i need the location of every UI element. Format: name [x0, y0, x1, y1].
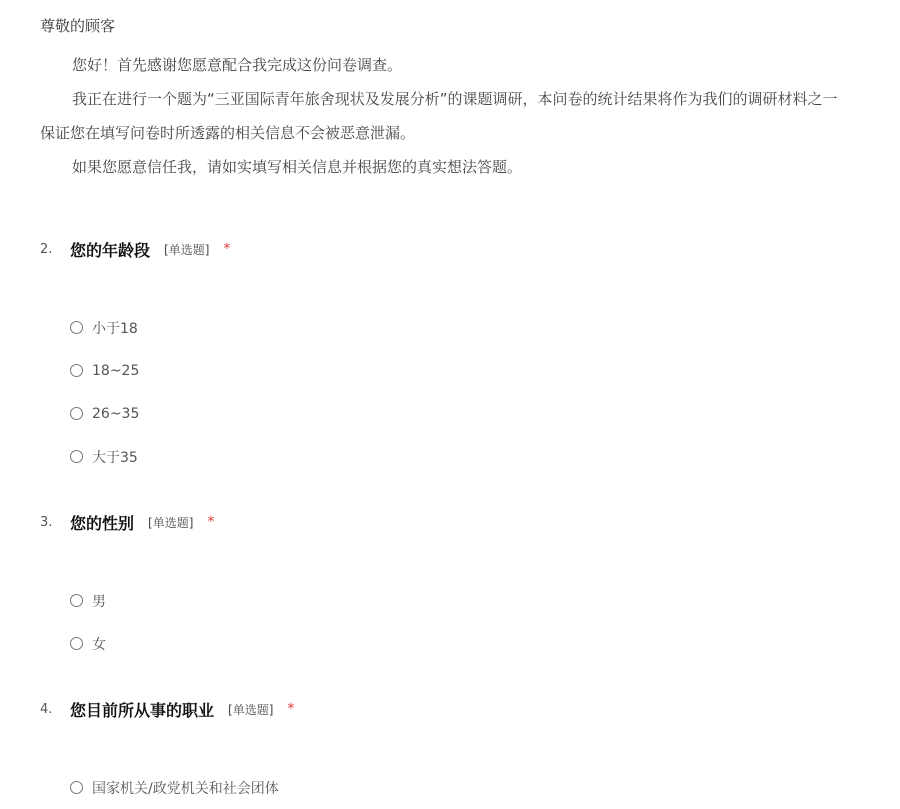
option-male[interactable]	[40, 579, 880, 622]
question-title: 您目前所从事的职业	[70, 700, 215, 720]
question-title: 您的性别	[70, 513, 135, 533]
option-label: 26~35	[92, 405, 140, 422]
radio-icon[interactable]	[70, 781, 83, 794]
required-asterisk: *	[207, 514, 215, 530]
question-type-label: [单选题]	[148, 515, 194, 530]
question-occupation	[40, 696, 880, 809]
intro-paragraph-3: 保证您在填写问卷时所透露的相关信息不会被恶意泄漏。	[40, 124, 416, 142]
greeting-text: 尊敬的顾客	[40, 17, 116, 35]
option-label: 国家机关/政党机关和社会团体	[92, 780, 279, 797]
option-18-25[interactable]	[40, 349, 880, 392]
option-label: 18~25	[92, 362, 140, 379]
option-26-35[interactable]	[40, 392, 880, 435]
required-asterisk: *	[287, 701, 295, 717]
question-header	[40, 509, 880, 535]
radio-icon[interactable]	[70, 321, 83, 334]
intro-paragraph-1: 您好！首先感谢您愿意配合我完成这份问卷调查。	[72, 56, 403, 74]
required-asterisk: *	[223, 241, 231, 257]
intro-paragraph-2: 我正在进行一个题为“三亚国际青年旅舍现状及发展分析”的课题调研，本问卷的统计结果将作为我们的调研材料之一	[72, 90, 838, 108]
question-number: 2.	[40, 241, 53, 257]
radio-icon[interactable]	[70, 364, 83, 377]
radio-icon[interactable]	[70, 450, 83, 463]
option-over-35[interactable]	[40, 435, 880, 478]
question-number: 3.	[40, 514, 53, 530]
question-type-label: [单选题]	[228, 702, 274, 717]
question-title: 您的年龄段	[70, 240, 151, 260]
option-under-18[interactable]	[40, 306, 880, 349]
radio-icon[interactable]	[70, 594, 83, 607]
question-age	[40, 236, 880, 478]
question-header	[40, 236, 880, 262]
radio-icon[interactable]	[70, 637, 83, 650]
question-gender	[40, 509, 880, 665]
option-list	[40, 766, 880, 809]
intro-paragraph-4: 如果您愿意信任我，请如实填写相关信息并根据您的真实想法答题。	[72, 158, 523, 176]
option-label: 大于35	[92, 449, 138, 466]
option-female[interactable]	[40, 622, 880, 665]
option-label: 小于18	[92, 320, 138, 337]
option-label: 女	[92, 636, 106, 653]
question-number: 4.	[40, 701, 53, 717]
option-label: 男	[92, 593, 106, 610]
radio-icon[interactable]	[70, 407, 83, 420]
option-government-agency[interactable]	[40, 766, 880, 809]
option-list	[40, 579, 880, 665]
question-header	[40, 696, 880, 722]
option-list	[40, 306, 880, 478]
survey-intro	[40, 14, 900, 184]
question-type-label: [单选题]	[164, 242, 210, 257]
